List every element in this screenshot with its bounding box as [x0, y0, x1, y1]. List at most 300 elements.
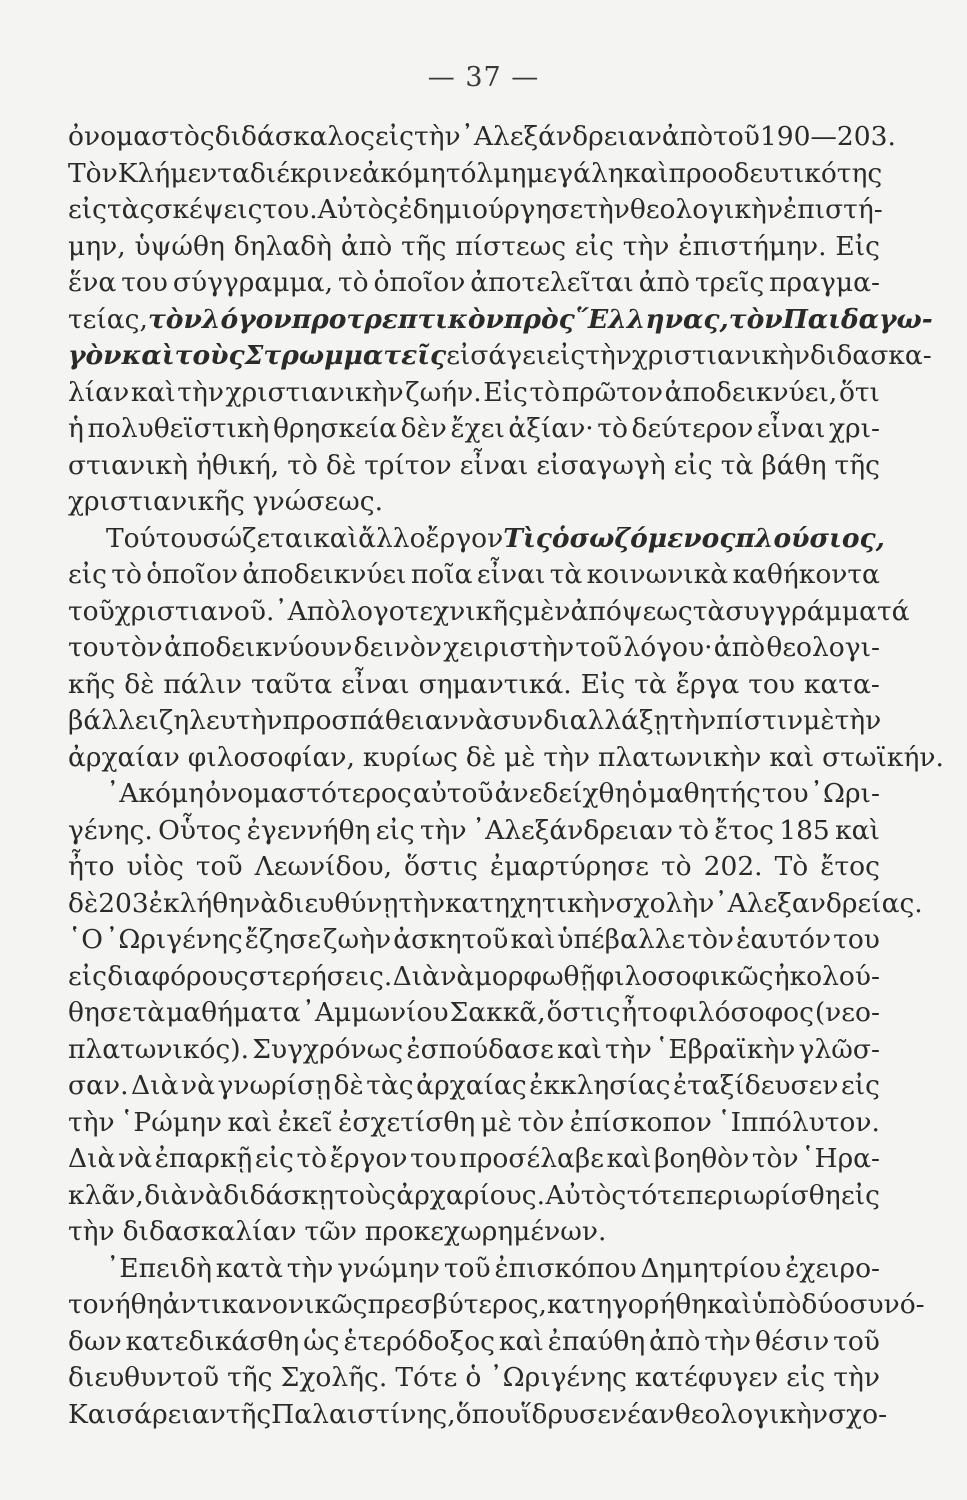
word: καὶ — [227, 1106, 273, 1138]
word: θρησκεία — [272, 413, 398, 444]
word: του — [748, 668, 795, 700]
word: προοδευτικότης — [668, 157, 883, 189]
word: εἶναι — [476, 559, 546, 590]
word: γνώμην — [337, 1252, 440, 1284]
word: τὴν — [68, 1216, 115, 1247]
word: ἵδρυσε — [521, 1398, 611, 1430]
word: καὶ — [623, 157, 669, 189]
word: ἔτος — [820, 851, 880, 882]
word: Τούτου — [106, 522, 203, 554]
text-line — [68, 1177, 880, 1215]
word: κατέφυγεν — [635, 1362, 779, 1393]
word: τὴν — [605, 1033, 652, 1065]
word: ἐμαρτύρησε — [489, 851, 649, 882]
word: δεύτερον — [631, 413, 754, 444]
word: μὲ — [480, 1106, 513, 1138]
word: διδάσκαλος — [214, 121, 376, 152]
word: ῾Ρώμην — [120, 1106, 223, 1138]
word: σημαντικά. — [418, 668, 572, 700]
word: ἔργον — [329, 1143, 408, 1174]
word: ὡς — [303, 1325, 340, 1357]
word: κλᾶν, — [68, 1179, 144, 1211]
word: κῆς — [68, 668, 116, 700]
word: εἰς — [786, 1362, 826, 1393]
word: σύγγραμμα, — [172, 267, 333, 298]
word: ᾿Αλεξάνδρειαν — [460, 121, 662, 152]
word: Τὸν — [68, 157, 118, 189]
word: τονήθη — [68, 1289, 163, 1320]
word: Συγχρόνως — [252, 1033, 404, 1065]
word: ἔτος — [714, 814, 774, 846]
word: ὅστις — [546, 997, 621, 1028]
word: ζηλευτὴν — [158, 705, 283, 736]
word: κοινωνικὰ — [586, 559, 729, 590]
word: πλατωνικὴν — [597, 741, 762, 773]
word: γλῶσ- — [798, 1033, 880, 1065]
word: ὁ — [631, 778, 648, 809]
word: ἑτερόδοξος — [343, 1325, 495, 1357]
word: πλούσιος, — [735, 522, 885, 554]
text-line — [68, 739, 944, 777]
text-line — [68, 374, 880, 412]
text-line — [68, 155, 883, 193]
word: ἐπιστή- — [783, 194, 883, 225]
text-line — [68, 1140, 880, 1178]
word: Τὶς — [503, 522, 552, 554]
word: ὑπέβαλλε — [557, 924, 686, 955]
word: του — [833, 924, 880, 955]
word: ἀξίαν· — [508, 413, 594, 444]
text-line — [68, 191, 883, 229]
word: ἕνα — [68, 267, 117, 298]
text-line — [68, 848, 880, 886]
word: του — [121, 267, 168, 298]
word: Οὗτος — [158, 814, 242, 846]
text-line — [68, 994, 880, 1032]
word: ἡ — [68, 413, 84, 444]
word: ῾Ο — [68, 924, 103, 955]
word: (νεο- — [814, 997, 880, 1028]
word: Κλήμεντα — [117, 157, 250, 189]
word: τὴν — [583, 194, 630, 225]
word: ἀνεδείχθη — [494, 778, 631, 809]
word: 185 — [779, 814, 830, 846]
word: ᾿Ωριγένης — [489, 1362, 627, 1393]
word: ἐγεννήθη — [246, 814, 371, 846]
word: ὁποῖον — [146, 559, 238, 590]
word: εἰς — [840, 1179, 880, 1211]
word: φιλοσοφίαν, — [187, 741, 355, 773]
word: ἀπὸ — [713, 632, 766, 663]
word: γνωρίσῃ — [217, 1070, 332, 1101]
word: τείας, — [68, 303, 148, 335]
word: Τότε — [395, 1362, 458, 1393]
word: του — [761, 778, 809, 809]
text-line — [68, 1213, 880, 1251]
word: τῆς — [401, 230, 447, 262]
word: πλατωνικός). — [68, 1033, 249, 1065]
word: ἠκολού- — [773, 960, 880, 992]
word: σχο- — [827, 1398, 888, 1430]
word: τρεῖς — [694, 267, 765, 298]
word: τὴν — [68, 1106, 115, 1138]
page-number: — 37 — — [427, 62, 540, 93]
word: ἐπαύθη — [547, 1325, 646, 1357]
word: χριστιανικῆς — [68, 486, 245, 517]
text-line — [106, 1250, 880, 1288]
word: δὲ — [68, 887, 99, 919]
text-line — [68, 1323, 880, 1361]
word: ἐχειρο- — [785, 1252, 880, 1284]
word: ῾Ιππόλυτον. — [717, 1106, 880, 1138]
word: ταῦτα — [250, 668, 333, 700]
word: καὶ — [557, 1033, 602, 1065]
word: σχολὴν᾿Αλεξανδρείας. — [615, 887, 923, 919]
word: τὰ — [549, 559, 583, 590]
word: τὸ — [660, 851, 692, 882]
word: λόγου· — [623, 632, 713, 663]
word: Στρωμματεῖς — [244, 340, 447, 371]
word: Τὸ — [774, 851, 809, 882]
word: συνδιαλλάξῃ — [492, 705, 670, 736]
word: ὑψώθη — [134, 230, 225, 262]
word: τὴν — [286, 1252, 334, 1284]
word: ἀποτελεῖται — [470, 267, 634, 298]
word: ᾿Επειδὴ — [106, 1252, 212, 1284]
word: σώζεται — [202, 522, 314, 554]
word: ἀποδεικνύουν — [164, 632, 353, 663]
word: πρὸς — [503, 303, 575, 335]
word: λογοτεχνικῆς — [340, 595, 523, 627]
word: Εἰς — [835, 230, 880, 262]
word: ἔχει — [450, 413, 505, 444]
word: βοηθὸν — [654, 1143, 750, 1174]
text-line — [68, 301, 933, 339]
word: δηλαδὴ — [233, 230, 333, 262]
word: νὰ — [440, 960, 475, 992]
word: αὐτοῦ — [412, 778, 494, 809]
text-line — [68, 228, 880, 266]
word: νέαν — [610, 1398, 675, 1430]
word: καὶ — [707, 1289, 752, 1320]
word: δὲν — [400, 413, 447, 444]
word: κυρίως — [362, 741, 458, 773]
word: προκεχωρημένων. — [364, 1216, 607, 1247]
word: προσέλαβε — [459, 1143, 604, 1174]
word: τὴν — [834, 705, 882, 736]
word: κατεδικάσθη — [125, 1325, 300, 1357]
text-line — [68, 410, 880, 448]
word: Παιδαγω- — [782, 303, 933, 335]
word: 190—203. — [759, 121, 896, 152]
word: ἐσχετίσθη — [338, 1106, 476, 1138]
word: υἱὸς — [126, 851, 184, 882]
word: τὴν — [704, 1325, 752, 1357]
word: ὅπου — [455, 1398, 522, 1430]
word: ᾿Αμμωνίου — [301, 997, 449, 1028]
word: πάλιν — [163, 668, 242, 700]
word: τὴν — [398, 887, 445, 919]
word: ᾿Ωριγένης — [105, 924, 243, 955]
word: δύο — [801, 1289, 850, 1320]
word: δεινὸν — [353, 632, 442, 663]
word: εἰς — [574, 230, 614, 262]
word: εἶναι — [459, 449, 529, 481]
word: γὸν — [68, 340, 122, 371]
word: τὸ — [678, 814, 709, 846]
word: χρι- — [828, 413, 880, 444]
word: Σακκᾶ, — [449, 997, 546, 1028]
word: θέσιν — [754, 1325, 830, 1357]
word: καὶ — [130, 376, 176, 408]
text-line — [68, 666, 880, 704]
word: μὲν — [522, 595, 571, 627]
word: Εἰς — [580, 668, 626, 700]
word: ῾Ηρα- — [801, 1143, 880, 1174]
word: ὀνομαστότερος — [205, 778, 412, 809]
word: καὶ — [835, 814, 880, 846]
text-line — [68, 556, 880, 594]
text-line — [68, 483, 880, 521]
word: δων — [68, 1325, 122, 1357]
word: συνό- — [849, 1289, 925, 1320]
word: νὰ — [188, 1179, 223, 1211]
word: Εἰς — [483, 376, 528, 408]
word: ἐκεῖ — [277, 1106, 333, 1138]
text-line — [106, 775, 880, 813]
word: ᾿Απὸ — [274, 595, 341, 627]
word: καὶ — [313, 522, 359, 554]
word: φιλοσοφικῶς — [595, 960, 774, 992]
word: ἠθική, — [196, 449, 280, 481]
word: Παλαιστίνης, — [271, 1398, 456, 1430]
word: τὴν — [585, 340, 632, 371]
word: περιωρίσθη — [685, 1179, 841, 1211]
word: 203 — [98, 887, 149, 919]
word: εἰς — [841, 1070, 880, 1101]
word: μὲ — [803, 705, 835, 736]
word: Σχολῆς. — [280, 1362, 388, 1393]
word: τὴν — [833, 1362, 880, 1393]
text-line — [68, 118, 896, 156]
word: τὸν — [751, 1143, 799, 1174]
word: τῆς — [225, 1398, 272, 1430]
word: ἀρχαίας — [416, 1070, 527, 1101]
word: εἰς — [68, 194, 107, 225]
word: τὸν — [517, 1106, 565, 1138]
word: καὶ — [498, 1325, 544, 1357]
word: ἦτο — [68, 851, 115, 882]
word: ὑπὸ — [751, 1289, 802, 1320]
word: ᾿Αλεξάνδρειαν — [471, 814, 674, 846]
text-line — [68, 1067, 880, 1105]
word: 202. — [703, 851, 763, 882]
word: τὸ — [529, 376, 561, 408]
word: τὰς — [366, 1070, 414, 1101]
word: τὰς — [106, 194, 155, 225]
text-line — [68, 958, 880, 996]
word: τοὺς — [334, 1179, 396, 1211]
word: κατὰ — [215, 1252, 283, 1284]
word: ἀκόμη — [362, 157, 446, 189]
word: εἰσαγωγὴ — [536, 449, 666, 481]
word: ῾Εβραϊκὴν — [655, 1033, 796, 1065]
word: δὲ — [333, 1070, 364, 1101]
word: στιανικὴ — [68, 449, 188, 481]
text-line — [68, 1359, 880, 1397]
word: καὶ — [121, 340, 175, 371]
word: σαν. — [68, 1070, 129, 1101]
word: λόγον — [201, 303, 292, 335]
word: τὸν — [147, 303, 202, 335]
word: ᾿Ωρι- — [809, 778, 880, 809]
word: καὶ — [769, 741, 815, 773]
word: ἐκκλησίας — [529, 1070, 671, 1101]
word: θεολογι- — [766, 632, 880, 663]
word: Αὐτὸς — [545, 1179, 627, 1211]
word: ᾿Ακόμη — [106, 778, 205, 809]
word: διὰ — [144, 1179, 189, 1211]
word: ἀποδεικνύει — [242, 559, 407, 590]
word: ἔργα — [675, 668, 740, 700]
word: στωϊκήν. — [822, 741, 944, 773]
word: τὸ — [287, 449, 318, 481]
word: χριστιανοῦ. — [114, 595, 275, 627]
word: τῶν — [304, 1216, 357, 1247]
word: τὸ — [337, 267, 369, 298]
word: τὸ — [111, 559, 142, 590]
word: τοῦ — [833, 1325, 880, 1357]
word: γένης. — [68, 814, 153, 846]
word: ἄλλο — [358, 522, 426, 554]
word: τὴν — [543, 741, 591, 773]
word: καθήκοντα — [732, 559, 880, 590]
text-line — [68, 593, 910, 631]
word: ῞Ελληνας, — [574, 303, 729, 335]
word: δὲ — [465, 741, 497, 773]
word: λίαν — [68, 376, 130, 408]
word: εἰς — [375, 814, 415, 846]
word: ἐπισκόπου — [494, 1252, 637, 1284]
word: Καισάρειαν — [68, 1398, 226, 1430]
word: τὸν — [116, 632, 163, 663]
word: θεολογικὴν — [629, 194, 784, 225]
word: σωζόμενος — [569, 522, 736, 554]
word: Διὰ — [131, 1070, 179, 1101]
word: ἐπιστήμην. — [678, 230, 827, 262]
word: κατα- — [803, 668, 880, 700]
word: τὰ — [692, 595, 726, 627]
word: εἰς — [254, 1143, 294, 1174]
word: του — [410, 1143, 457, 1174]
word: μὲ — [503, 741, 536, 773]
word: χριστιανικὴν — [631, 340, 810, 371]
word: τοῦ — [575, 632, 623, 663]
word: βάθη — [761, 449, 827, 481]
word: εἰς — [68, 960, 107, 992]
word: πίστεως — [455, 230, 567, 262]
word: μην, — [68, 230, 126, 262]
word: Δημητρίου — [640, 1252, 782, 1284]
word: τὸ — [597, 413, 628, 444]
text-line — [68, 702, 880, 740]
word: νὰ — [458, 705, 493, 736]
word: ἀπὸ — [661, 121, 714, 152]
word: φιλόσοφος — [668, 997, 814, 1028]
word: διέκρινε — [249, 157, 363, 189]
word: θησε — [68, 997, 132, 1028]
word: εἰς — [375, 121, 414, 152]
word: συγγράμματά — [725, 595, 910, 627]
word: του. — [262, 194, 318, 225]
word: τὴν — [669, 705, 717, 736]
word: ὀνομαστὸς — [68, 121, 215, 152]
word: πρεσβύτερος,κατηγορήθη — [367, 1289, 708, 1320]
word: διδασκα- — [810, 340, 932, 371]
text-line — [68, 264, 880, 302]
word: εἰς — [68, 559, 107, 590]
word: καὶ — [510, 924, 556, 955]
word: τὴν — [419, 814, 467, 846]
word: ἐταξίδευσεν — [673, 1070, 839, 1101]
text-line — [68, 921, 880, 959]
word: ἑαυτόν — [736, 924, 832, 955]
word: δὲ — [325, 449, 357, 481]
word: τὰ — [720, 449, 754, 481]
word: τὰ — [132, 997, 166, 1028]
text-line — [68, 1031, 880, 1069]
word: ὁ — [551, 522, 570, 554]
word: νὰ — [181, 1070, 216, 1101]
word: τὸ — [296, 1143, 328, 1174]
word: ἀπὸ — [638, 267, 691, 298]
word: πολυθεϊστικὴ — [87, 413, 270, 444]
text-line — [68, 812, 880, 850]
word: ἀπὸ — [340, 230, 393, 262]
word: δὲ — [124, 668, 155, 700]
word: βάλλει — [68, 705, 159, 736]
word: ἐπίσκοπον — [569, 1106, 712, 1138]
word: τοῦ — [443, 1252, 491, 1284]
word: τὸν — [728, 303, 783, 335]
word: ζωήν. — [405, 376, 482, 408]
word: μεγάλη — [526, 157, 624, 189]
word: γνώσεως. — [252, 486, 384, 517]
word: μορφωθῇ — [474, 960, 596, 992]
word: ἀντικανονικῶς — [162, 1289, 368, 1320]
word: διευθύνῃ — [278, 887, 399, 919]
word: μαθήματα — [166, 997, 301, 1028]
word: ἔργον — [425, 522, 504, 554]
word: ὅτι — [838, 376, 880, 408]
word: νὰ — [118, 1143, 153, 1174]
word: ἐσπούδασε — [406, 1033, 554, 1065]
word: ἀρχαρίους. — [396, 1179, 546, 1211]
word: τοῦ — [713, 121, 760, 152]
word: ποῖα — [410, 559, 473, 590]
word: ἀπὸ — [649, 1325, 701, 1357]
word: ἐκλήθη — [148, 887, 245, 919]
word: τοῦ — [68, 595, 115, 627]
word: τοὺς — [174, 340, 245, 371]
word: σκέψεις — [154, 194, 263, 225]
word: τὸν — [687, 924, 735, 955]
word: τότε — [626, 1179, 686, 1211]
word: διδασκαλίαν — [122, 1216, 297, 1247]
word: καὶ — [606, 1143, 652, 1174]
text-line — [68, 337, 932, 375]
word: ὅστις — [404, 851, 478, 882]
